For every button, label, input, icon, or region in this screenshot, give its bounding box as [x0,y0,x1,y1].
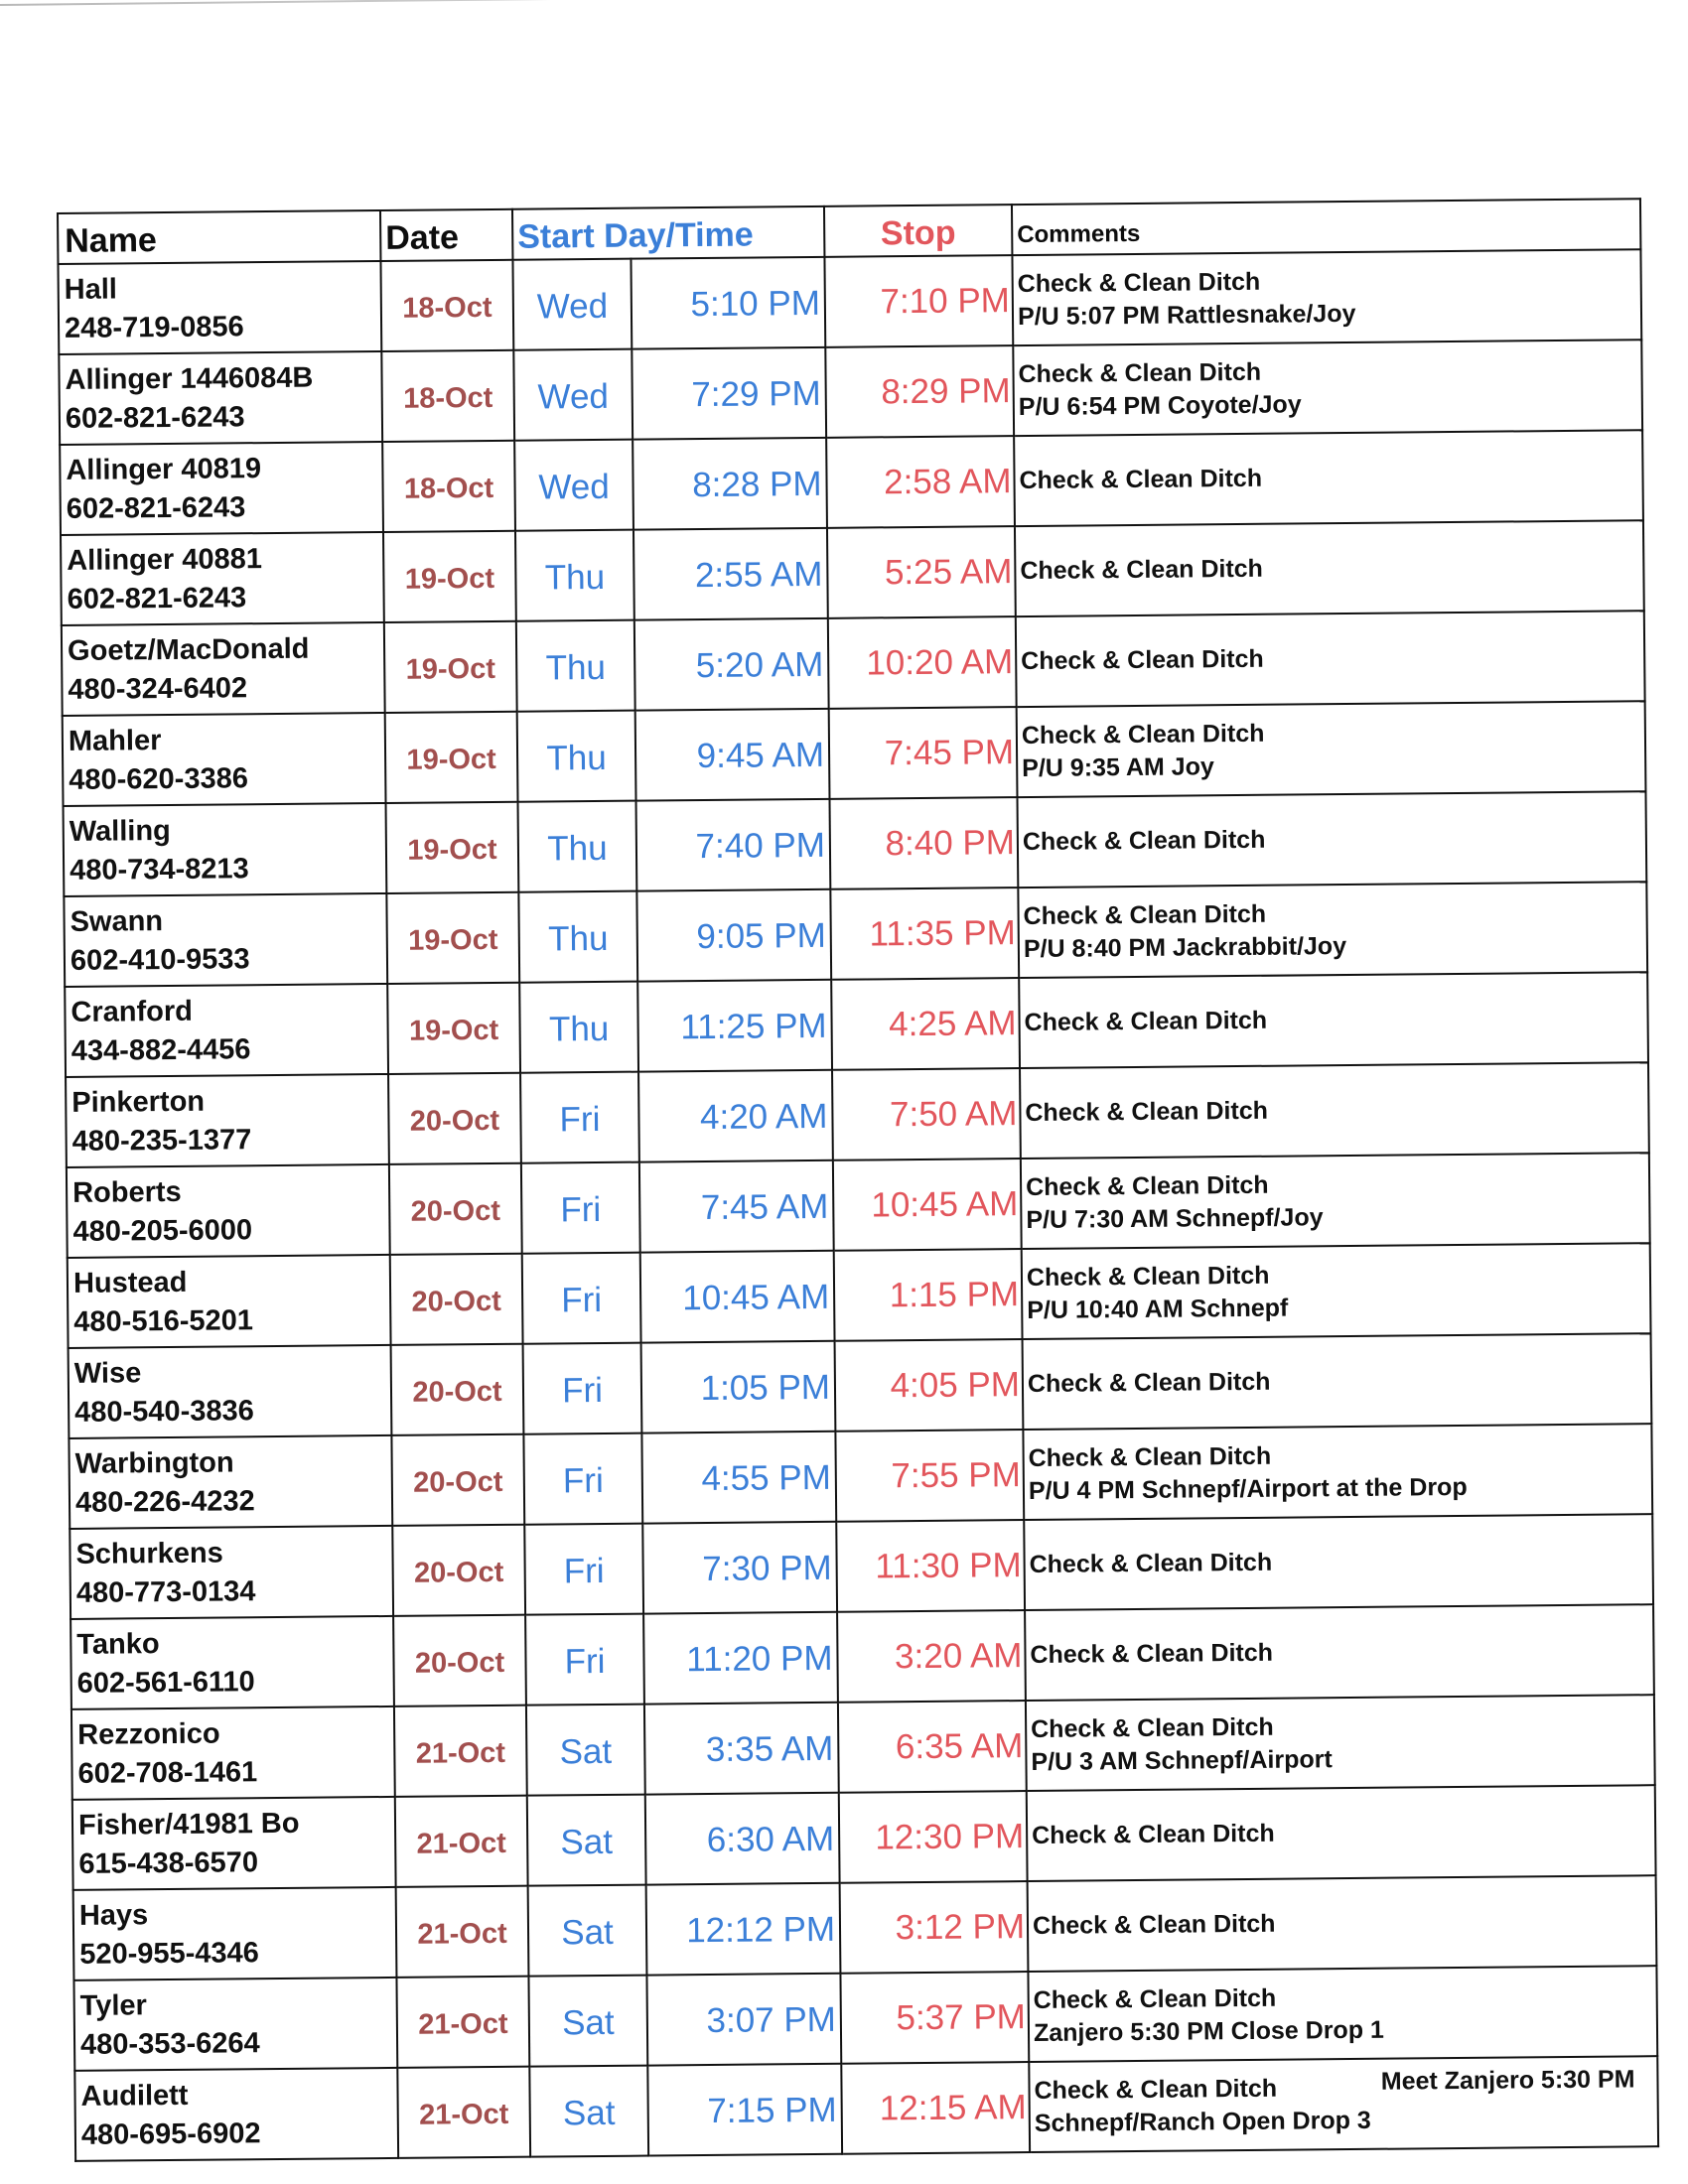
name-cell [64,803,387,896]
comments-cell [1027,1785,1656,1881]
customer-name: Tanko [76,1627,160,1661]
date-cell: 19-Oct [386,892,519,984]
comment-line-1: Check & Clean Ditch [1017,267,1261,298]
start-day-cell: Sat [526,1705,645,1796]
comment-line-2: P/U 4 PM Schnepf/Airport at the Drop [1028,1472,1468,1505]
comments-cell [1024,1514,1653,1610]
stop-time-cell: 4:05 PM [835,1339,1024,1432]
name-cell [70,1526,393,1619]
table-row [59,340,1642,445]
comments-cell [1017,791,1646,887]
start-time-cell: 11:20 PM [643,1612,838,1705]
customer-phone: 434-882-4456 [70,1032,251,1067]
customer-phone: 480-773-0134 [75,1574,256,1609]
date-cell: 21-Oct [396,1886,529,1978]
scan-artifact-line [0,0,784,6]
customer-name: Wise [73,1356,142,1390]
stop-time-cell: 4:25 AM [831,978,1020,1070]
table-row [60,430,1643,535]
start-time-cell: 11:25 PM [637,980,832,1072]
start-day-cell: Fri [525,1614,644,1706]
date-cell: 19-Oct [383,531,516,622]
date-cell: 20-Oct [389,1163,522,1255]
table-row [70,1514,1653,1619]
customer-phone: 480-734-8213 [69,852,249,887]
date-cell: 18-Oct [382,441,515,532]
comment-line-2: P/U 7:30 AM Schnepf/Joy [1026,1202,1324,1234]
comment-line-1: Check & Clean Ditch [1021,644,1264,676]
customer-name: Rezzonico [77,1717,220,1751]
table-row [69,1333,1652,1438]
stop-time-cell: 7:10 PM [824,255,1013,347]
start-time-cell: 5:10 PM [631,257,825,349]
date-cell: 20-Oct [391,1434,524,1526]
stop-time-cell: 12:15 AM [841,2062,1030,2154]
comments-cell [1016,611,1645,707]
start-day-cell: Wed [514,440,633,531]
stop-time-cell: 2:58 AM [826,436,1015,528]
comment-line-1: Check & Clean Ditch [1033,1983,1277,2014]
start-time-cell: 1:05 PM [641,1341,836,1433]
name-cell [69,1435,392,1529]
comment-line-1: Check & Clean Ditch [1024,1006,1268,1037]
start-time-cell: 7:29 PM [632,347,826,440]
comment-line-2: P/U 6:54 PM Coyote/Joy [1018,389,1302,421]
table-row [58,249,1641,354]
customer-phone: 248-719-0856 [64,310,244,344]
date-cell: 18-Oct [380,260,513,351]
customer-phone: 520-955-4346 [79,1936,259,1971]
customer-name: Hustead [72,1266,188,1299]
comment-extra-note: Meet Zanjero 5:30 PM [1380,2065,1635,2096]
start-day-cell: Thu [517,711,636,802]
start-day-cell: Fri [521,1162,640,1254]
table-row [70,1604,1654,1709]
name-cell [73,1887,397,1980]
date-cell: 21-Oct [394,1706,527,1797]
date-cell: 19-Oct [387,983,520,1074]
column-header-date: Date [380,209,512,261]
start-time-cell: 5:20 AM [634,618,829,711]
irrigation-schedule-sheet [57,198,1659,2162]
comments-cell [1022,1243,1651,1339]
customer-name: Hall [64,272,118,306]
customer-phone: 602-821-6243 [65,400,245,435]
stop-time-cell: 7:55 PM [835,1430,1024,1522]
comment-line-2: P/U 8:40 PM Jackrabbit/Joy [1023,931,1347,963]
stop-time-cell: 3:20 AM [837,1610,1026,1703]
comment-line-2: P/U 9:35 AM Joy [1022,751,1214,782]
start-time-cell: 9:45 AM [635,709,830,801]
table-row [61,520,1644,625]
comment-line-1: Check & Clean Ditch [1025,1170,1269,1201]
date-cell: 20-Oct [391,1344,524,1435]
table-row [66,1062,1649,1167]
stop-time-cell: 5:25 AM [827,526,1016,618]
name-cell [65,984,388,1077]
stop-time-cell: 11:30 PM [836,1520,1025,1612]
customer-name: Swann [70,904,164,938]
start-time-cell: 7:15 PM [647,2064,842,2156]
comments-cell [1019,972,1648,1068]
customer-phone: 480-620-3386 [69,761,249,796]
comment-line-1: Check & Clean Ditch [1026,1261,1270,1292]
customer-name: Roberts [71,1175,182,1209]
comment-line-2: P/U 5:07 PM Rattlesnake/Joy [1017,299,1356,331]
name-cell [68,1255,391,1348]
customer-phone: 480-353-6264 [79,2026,260,2061]
table-row [69,1424,1652,1529]
comment-line-1: Check & Clean Ditch [1022,825,1266,857]
start-time-cell: 3:07 PM [646,1974,841,2066]
irrigation-schedule-table [57,198,1659,2162]
stop-time-cell: 8:40 PM [829,797,1018,889]
comment-line-2: Zanjero 5:30 PM Close Drop 1 [1033,2015,1384,2047]
date-cell: 21-Oct [396,1977,529,2068]
start-day-cell: Thu [515,530,634,621]
name-cell [60,442,383,535]
date-cell: 21-Oct [395,1796,528,1887]
comments-cell [1014,430,1643,526]
customer-name: Fisher/41981 Bo [77,1807,300,1842]
customer-name: Pinkerton [71,1085,206,1119]
start-day-cell: Thu [518,891,637,983]
start-day-cell: Fri [524,1524,643,1615]
comment-line-1: Check & Clean Ditch [1018,357,1262,388]
start-day-cell: Sat [529,2066,648,2157]
customer-name: Allinger 40819 [66,452,262,486]
comment-line-1: Check & Clean Ditch [1031,1712,1274,1743]
name-cell [61,532,384,625]
customer-phone: 480-235-1377 [71,1123,252,1158]
stop-time-cell: 10:45 AM [833,1159,1022,1251]
start-time-cell: 9:05 PM [636,889,831,982]
date-cell: 19-Oct [384,621,517,713]
customer-phone: 602-821-6243 [67,581,247,615]
comment-line-1: Check & Clean Ditch [1025,1096,1269,1128]
customer-phone: 480-226-4232 [74,1484,255,1519]
start-time-cell: 7:40 PM [636,799,831,891]
date-cell: 20-Oct [388,1073,521,1164]
column-header-stop: Stop [824,205,1012,257]
comments-cell [1021,1153,1650,1249]
comment-line-1: Check & Clean Ditch [1032,1909,1276,1940]
customer-name: Audilett [80,2079,189,2113]
table-row [72,1785,1656,1890]
start-day-cell: Wed [512,259,632,350]
start-time-cell: 2:55 AM [633,528,828,620]
start-time-cell: 8:28 PM [633,438,827,530]
stop-time-cell: 6:35 AM [838,1701,1027,1793]
column-header-name: Name [58,210,380,264]
start-day-cell: Thu [516,620,635,712]
start-time-cell: 12:12 PM [646,1883,841,1976]
comment-line-2: P/U 10:40 AM Schnepf [1027,1294,1289,1324]
comments-cell [1012,249,1641,345]
customer-name: Allinger 40881 [67,542,263,577]
name-cell [74,2068,398,2161]
customer-name: Cranford [70,995,194,1028]
start-time-cell: 7:30 PM [642,1522,837,1614]
table-row [64,791,1647,896]
stop-time-cell: 7:50 AM [832,1068,1021,1160]
comments-cell [1020,1062,1649,1159]
table-row [71,1695,1655,1800]
date-cell: 18-Oct [381,350,514,442]
start-time-cell: 10:45 AM [640,1251,835,1343]
comment-line-1: Check & Clean Ditch [1029,1548,1273,1578]
date-cell: 20-Oct [390,1254,523,1345]
table-row [63,701,1646,806]
name-cell [71,1706,395,1800]
customer-phone: 602-561-6110 [76,1665,255,1700]
comments-cell [1023,1333,1652,1430]
start-time-cell: 4:55 PM [641,1432,836,1524]
customer-name: Warbington [74,1445,234,1480]
start-time-cell: 3:35 AM [644,1703,839,1795]
customer-phone: 480-324-6402 [68,671,248,706]
start-day-cell: Fri [523,1433,642,1525]
comment-line-1: Check & Clean Ditch [1020,554,1264,586]
start-time-cell: 7:45 AM [639,1160,834,1253]
table-row [73,1875,1657,1980]
start-day-cell: Wed [513,349,633,441]
name-cell [72,1797,396,1890]
start-day-cell: Fri [522,1253,641,1344]
name-cell [64,893,387,987]
name-cell [69,1345,392,1438]
customer-phone: 480-205-6000 [72,1213,253,1248]
start-day-cell: Fri [523,1343,642,1434]
name-cell [63,713,386,806]
date-cell: 19-Oct [386,802,519,893]
table-row [74,2056,1658,2161]
stop-time-cell: 8:29 PM [825,345,1014,438]
comment-line-1: Check & Clean Ditch [1030,1638,1274,1669]
customer-phone: 602-821-6243 [66,490,246,525]
start-time-cell: 6:30 AM [645,1793,840,1885]
comments-cell [1028,1875,1657,1972]
comment-line-1: Check & Clean Ditch [1021,719,1265,750]
comment-line-1: Check & Clean Ditch [1032,1819,1275,1849]
stop-time-cell: 11:35 PM [830,887,1019,980]
customer-phone: 480-695-6902 [80,2116,261,2151]
stop-time-cell: 7:45 PM [829,707,1018,799]
customer-phone: 615-438-6570 [78,1845,259,1880]
name-cell [66,1074,389,1167]
stop-time-cell: 5:37 PM [840,1972,1029,2064]
comment-line-2: Schnepf/Ranch Open Drop 3 [1034,2106,1371,2137]
date-cell: 20-Oct [392,1525,525,1616]
customer-name: Tyler [79,1988,148,2022]
comments-cell [1017,701,1646,797]
comment-line-1: Check & Clean Ditch [1034,2074,1278,2105]
stop-time-cell: 10:20 AM [828,616,1017,709]
table-row [64,882,1647,987]
table-row [65,972,1648,1077]
stop-time-cell: 3:12 PM [840,1881,1029,1974]
stop-time-cell: 1:15 PM [834,1249,1023,1341]
comments-cell [1028,1966,1657,2062]
customer-name: Hays [78,1898,149,1932]
start-time-cell: 4:20 AM [638,1070,833,1162]
comments-cell [1018,882,1647,978]
name-cell [59,351,382,445]
comment-line-2: P/U 3 AM Schnepf/Airport [1031,1744,1333,1776]
start-day-cell: Fri [520,1072,639,1163]
start-day-cell: Sat [528,1885,647,1977]
comments-cell [1013,340,1642,436]
date-cell: 20-Oct [393,1615,526,1706]
name-cell [73,1978,397,2071]
comment-line-1: Check & Clean Ditch [1023,899,1267,930]
start-day-cell: Thu [519,982,638,1073]
start-day-cell: Thu [518,801,637,892]
column-header-start-day-time: Start Day/Time [512,206,824,260]
customer-phone: 480-540-3836 [74,1394,254,1429]
customer-name: Allinger 1446084B [65,361,314,396]
table-row [73,1966,1657,2071]
column-header-comments: Comments [1012,199,1640,255]
table-row [68,1243,1651,1348]
customer-name: Schurkens [75,1537,223,1570]
table-row [67,1153,1650,1258]
comments-cell [1025,1604,1654,1701]
comments-cell [1015,520,1644,616]
customer-name: Walling [69,814,171,848]
name-cell [58,261,381,354]
customer-name: Goetz/MacDonald [67,632,310,667]
customer-name: Mahler [68,724,162,757]
stop-time-cell: 12:30 PM [839,1791,1028,1883]
start-day-cell: Sat [527,1795,646,1886]
customer-phone: 602-708-1461 [77,1755,258,1790]
customer-phone: 602-410-9533 [70,942,250,977]
name-cell [62,622,385,716]
comments-cell [1026,1695,1655,1791]
name-cell [70,1616,394,1709]
date-cell: 21-Oct [397,2067,530,2158]
start-day-cell: Sat [528,1976,647,2067]
comment-line-1: Check & Clean Ditch [1019,464,1263,495]
comments-cell [1023,1424,1652,1520]
comment-line-1: Check & Clean Ditch [1028,1441,1272,1472]
customer-phone: 480-516-5201 [73,1303,254,1338]
name-cell [67,1164,390,1258]
schedule-rows [58,249,1658,2161]
table-row [62,611,1645,716]
date-cell: 19-Oct [385,712,518,803]
comment-line-1: Check & Clean Ditch [1027,1367,1271,1399]
comments-cell [1029,2056,1658,2152]
